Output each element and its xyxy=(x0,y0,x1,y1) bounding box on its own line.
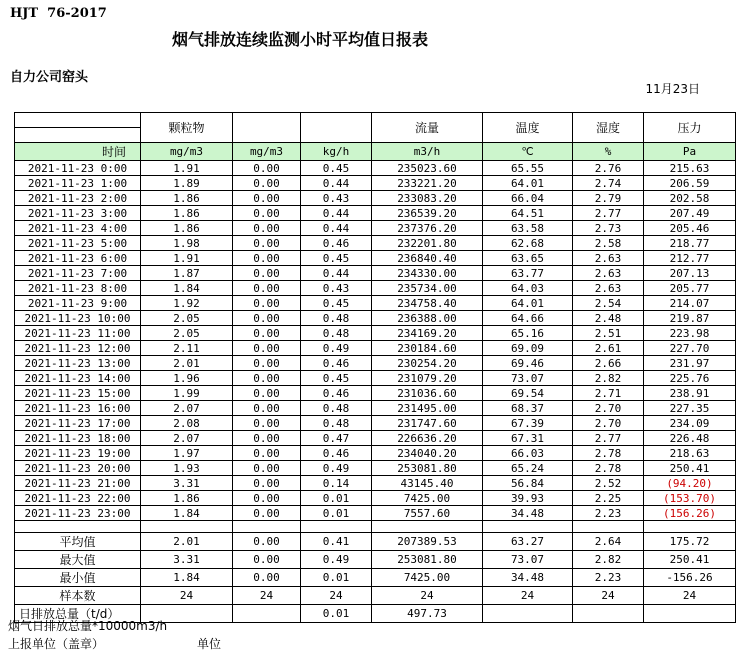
value-cell-flow: 233083.20 xyxy=(372,191,483,206)
table-row xyxy=(15,326,736,341)
value-cell-mgm3: 0.00 xyxy=(233,476,301,491)
table-row xyxy=(15,401,736,416)
value-cell-particulate-mgm3: 1.99 xyxy=(141,386,233,401)
value-cell-humidity: 2.70 xyxy=(573,401,644,416)
value-cell-temperature: 39.93 xyxy=(483,491,573,506)
value-cell-humidity: 2.51 xyxy=(573,326,644,341)
time-cell: 2021-11-23 0:00 xyxy=(15,161,141,176)
time-cell: 2021-11-23 11:00 xyxy=(15,326,141,341)
value-cell-kgh: 0.46 xyxy=(301,236,372,251)
value-cell-flow: 7557.60 xyxy=(372,506,483,521)
value-cell-humidity: 2.77 xyxy=(573,206,644,221)
value-cell-humidity: 2.66 xyxy=(573,356,644,371)
value-cell-flow: 235734.00 xyxy=(372,281,483,296)
summary-value: 1.84 xyxy=(141,569,233,587)
value-cell-humidity: 2.77 xyxy=(573,431,644,446)
time-cell: 2021-11-23 14:00 xyxy=(15,371,141,386)
value-cell-pressure: 202.58 xyxy=(644,191,736,206)
time-cell: 2021-11-23 17:00 xyxy=(15,416,141,431)
time-cell: 2021-11-23 8:00 xyxy=(15,281,141,296)
col-header-particulate: 颗粒物 xyxy=(141,113,233,143)
value-cell-kgh: 0.44 xyxy=(301,221,372,236)
value-cell-humidity: 2.78 xyxy=(573,446,644,461)
value-cell-mgm3: 0.00 xyxy=(233,251,301,266)
value-cell-humidity: 2.70 xyxy=(573,416,644,431)
spacer-cell xyxy=(644,521,736,533)
summary-value: 24 xyxy=(233,587,301,605)
summary-value: 175.72 xyxy=(644,533,736,551)
value-cell-kgh: 0.45 xyxy=(301,296,372,311)
value-cell-kgh: 0.47 xyxy=(301,431,372,446)
table-row xyxy=(15,176,736,191)
value-cell-pressure: (153.70) xyxy=(644,491,736,506)
value-cell-temperature: 73.07 xyxy=(483,371,573,386)
value-cell-pressure: 214.07 xyxy=(644,296,736,311)
value-cell-particulate-mgm3: 1.93 xyxy=(141,461,233,476)
value-cell-humidity: 2.63 xyxy=(573,251,644,266)
value-cell-humidity: 2.63 xyxy=(573,266,644,281)
summary-value: 24 xyxy=(372,587,483,605)
value-cell-mgm3: 0.00 xyxy=(233,176,301,191)
value-cell-mgm3: 0.00 xyxy=(233,326,301,341)
value-cell-temperature: 69.54 xyxy=(483,386,573,401)
value-cell-pressure: 212.77 xyxy=(644,251,736,266)
value-cell-mgm3: 0.00 xyxy=(233,296,301,311)
reporting-unit-label: 上报单位（盖章） xyxy=(8,637,105,651)
spacer-cell xyxy=(372,521,483,533)
value-cell-flow: 234040.20 xyxy=(372,446,483,461)
value-cell-particulate-mgm3: 1.91 xyxy=(141,251,233,266)
summary-value: 497.73 xyxy=(372,605,483,623)
time-cell: 2021-11-23 10:00 xyxy=(15,311,141,326)
value-cell-mgm3: 0.00 xyxy=(233,506,301,521)
summary-row xyxy=(15,587,736,605)
spacer-cell xyxy=(483,521,573,533)
summary-value: 3.31 xyxy=(141,551,233,569)
table-row xyxy=(15,371,736,386)
summary-value: 0.01 xyxy=(301,569,372,587)
summary-value: 2.01 xyxy=(141,533,233,551)
time-cell: 2021-11-23 4:00 xyxy=(15,221,141,236)
value-cell-temperature: 67.39 xyxy=(483,416,573,431)
table-row xyxy=(15,161,736,176)
spacer-cell xyxy=(573,521,644,533)
value-cell-pressure: 218.77 xyxy=(644,236,736,251)
summary-value: 24 xyxy=(301,587,372,605)
spacer-cell xyxy=(15,521,141,533)
time-cell: 2021-11-23 21:00 xyxy=(15,476,141,491)
summary-row xyxy=(15,551,736,569)
summary-value: -156.26 xyxy=(644,569,736,587)
unit-cell: % xyxy=(573,143,644,161)
unit-cell: ℃ xyxy=(483,143,573,161)
value-cell-flow: 234330.00 xyxy=(372,266,483,281)
value-cell-particulate-mgm3: 1.89 xyxy=(141,176,233,191)
table-row xyxy=(15,266,736,281)
value-cell-flow: 253081.80 xyxy=(372,461,483,476)
value-cell-mgm3: 0.00 xyxy=(233,281,301,296)
time-cell: 2021-11-23 23:00 xyxy=(15,506,141,521)
value-cell-flow: 233221.20 xyxy=(372,176,483,191)
value-cell-temperature: 67.31 xyxy=(483,431,573,446)
value-cell-particulate-mgm3: 2.11 xyxy=(141,341,233,356)
summary-value: 2.82 xyxy=(573,551,644,569)
time-cell: 2021-11-23 13:00 xyxy=(15,356,141,371)
summary-value: 0.00 xyxy=(233,533,301,551)
col-header-empty-2 xyxy=(301,113,372,143)
summary-row xyxy=(15,569,736,587)
value-cell-temperature: 63.77 xyxy=(483,266,573,281)
value-cell-particulate-mgm3: 1.86 xyxy=(141,206,233,221)
value-cell-flow: 232201.80 xyxy=(372,236,483,251)
value-cell-flow: 231079.20 xyxy=(372,371,483,386)
corner-divider xyxy=(15,113,140,128)
value-cell-humidity: 2.78 xyxy=(573,461,644,476)
value-cell-flow: 237376.20 xyxy=(372,221,483,236)
summary-row xyxy=(15,533,736,551)
value-cell-kgh: 0.43 xyxy=(301,281,372,296)
summary-value: 250.41 xyxy=(644,551,736,569)
table-row xyxy=(15,431,736,446)
value-cell-humidity: 2.63 xyxy=(573,281,644,296)
table-row xyxy=(15,221,736,236)
value-cell-flow: 236388.00 xyxy=(372,311,483,326)
value-cell-temperature: 64.66 xyxy=(483,311,573,326)
table-row xyxy=(15,341,736,356)
value-cell-particulate-mgm3: 1.98 xyxy=(141,236,233,251)
value-cell-flow: 236840.40 xyxy=(372,251,483,266)
value-cell-pressure: 215.63 xyxy=(644,161,736,176)
summary-value xyxy=(644,605,736,623)
time-cell: 2021-11-23 18:00 xyxy=(15,431,141,446)
value-cell-particulate-mgm3: 1.91 xyxy=(141,161,233,176)
summary-value: 7425.00 xyxy=(372,569,483,587)
value-cell-flow: 230184.60 xyxy=(372,341,483,356)
value-cell-particulate-mgm3: 1.86 xyxy=(141,221,233,236)
summary-label: 日排放总量（t/d） xyxy=(15,605,141,623)
value-cell-flow: 235023.60 xyxy=(372,161,483,176)
value-cell-pressure: 207.13 xyxy=(644,266,736,281)
station-name: 自力公司窑头 xyxy=(10,70,89,85)
summary-value: 24 xyxy=(483,587,573,605)
value-cell-mgm3: 0.00 xyxy=(233,356,301,371)
value-cell-mgm3: 0.00 xyxy=(233,341,301,356)
value-cell-particulate-mgm3: 3.31 xyxy=(141,476,233,491)
summary-value: 2.64 xyxy=(573,533,644,551)
value-cell-pressure: 207.49 xyxy=(644,206,736,221)
time-cell: 2021-11-23 20:00 xyxy=(15,461,141,476)
value-cell-humidity: 2.52 xyxy=(573,476,644,491)
value-cell-humidity: 2.23 xyxy=(573,506,644,521)
value-cell-mgm3: 0.00 xyxy=(233,311,301,326)
time-cell: 2021-11-23 9:00 xyxy=(15,296,141,311)
unit-cell: mg/m3 xyxy=(141,143,233,161)
value-cell-temperature: 69.09 xyxy=(483,341,573,356)
value-cell-particulate-mgm3: 2.07 xyxy=(141,431,233,446)
unit-cell: mg/m3 xyxy=(233,143,301,161)
table-row xyxy=(15,296,736,311)
value-cell-particulate-mgm3: 1.86 xyxy=(141,491,233,506)
value-cell-particulate-mgm3: 1.96 xyxy=(141,371,233,386)
value-cell-pressure: 206.59 xyxy=(644,176,736,191)
report-date: 11月23日 xyxy=(645,82,700,96)
value-cell-pressure: 250.41 xyxy=(644,461,736,476)
table-row xyxy=(15,476,736,491)
value-cell-kgh: 0.43 xyxy=(301,191,372,206)
value-cell-humidity: 2.25 xyxy=(573,491,644,506)
value-cell-kgh: 0.48 xyxy=(301,326,372,341)
value-cell-flow: 231747.60 xyxy=(372,416,483,431)
unit-cell: kg/h xyxy=(301,143,372,161)
data-rows xyxy=(15,161,736,521)
table-row xyxy=(15,491,736,506)
time-cell: 2021-11-23 22:00 xyxy=(15,491,141,506)
spacer-cell xyxy=(301,521,372,533)
value-cell-flow: 226636.20 xyxy=(372,431,483,446)
table-row xyxy=(15,236,736,251)
value-cell-mgm3: 0.00 xyxy=(233,461,301,476)
group-header-row xyxy=(15,113,736,143)
value-cell-mgm3: 0.00 xyxy=(233,191,301,206)
value-cell-kgh: 0.44 xyxy=(301,176,372,191)
value-cell-particulate-mgm3: 2.05 xyxy=(141,326,233,341)
table-row xyxy=(15,281,736,296)
value-cell-kgh: 0.45 xyxy=(301,161,372,176)
value-cell-particulate-mgm3: 2.07 xyxy=(141,401,233,416)
daily-total-note: 烟气日排放总量*10000m3/h xyxy=(8,619,168,633)
time-cell: 2021-11-23 7:00 xyxy=(15,266,141,281)
spacer-cell xyxy=(141,521,233,533)
value-cell-temperature: 63.58 xyxy=(483,221,573,236)
value-cell-mgm3: 0.00 xyxy=(233,221,301,236)
value-cell-mgm3: 0.00 xyxy=(233,446,301,461)
summary-value xyxy=(573,605,644,623)
value-cell-kgh: 0.14 xyxy=(301,476,372,491)
summary-value: 34.48 xyxy=(483,569,573,587)
value-cell-pressure: (156.26) xyxy=(644,506,736,521)
summary-value: 24 xyxy=(573,587,644,605)
summary-value xyxy=(233,605,301,623)
value-cell-temperature: 68.37 xyxy=(483,401,573,416)
value-cell-temperature: 64.03 xyxy=(483,281,573,296)
summary-label: 平均值 xyxy=(15,533,141,551)
value-cell-flow: 234169.20 xyxy=(372,326,483,341)
value-cell-mgm3: 0.00 xyxy=(233,161,301,176)
summary-value xyxy=(483,605,573,623)
value-cell-humidity: 2.79 xyxy=(573,191,644,206)
value-cell-kgh: 0.46 xyxy=(301,386,372,401)
value-cell-pressure: (94.20) xyxy=(644,476,736,491)
value-cell-mgm3: 0.00 xyxy=(233,266,301,281)
value-cell-temperature: 34.48 xyxy=(483,506,573,521)
value-cell-mgm3: 0.00 xyxy=(233,236,301,251)
value-cell-pressure: 218.63 xyxy=(644,446,736,461)
value-cell-particulate-mgm3: 1.87 xyxy=(141,266,233,281)
value-cell-flow: 230254.20 xyxy=(372,356,483,371)
value-cell-kgh: 0.44 xyxy=(301,266,372,281)
value-cell-pressure: 205.77 xyxy=(644,281,736,296)
table-row xyxy=(15,311,736,326)
value-cell-humidity: 2.73 xyxy=(573,221,644,236)
value-cell-flow: 7425.00 xyxy=(372,491,483,506)
summary-value: 24 xyxy=(141,587,233,605)
value-cell-kgh: 0.45 xyxy=(301,251,372,266)
time-cell: 2021-11-23 19:00 xyxy=(15,446,141,461)
value-cell-particulate-mgm3: 2.01 xyxy=(141,356,233,371)
value-cell-kgh: 0.48 xyxy=(301,416,372,431)
summary-value: 24 xyxy=(644,587,736,605)
corner-cell xyxy=(15,113,141,143)
summary-value: 0.49 xyxy=(301,551,372,569)
value-cell-humidity: 2.71 xyxy=(573,386,644,401)
value-cell-humidity: 2.76 xyxy=(573,161,644,176)
value-cell-pressure: 231.97 xyxy=(644,356,736,371)
time-cell: 2021-11-23 3:00 xyxy=(15,206,141,221)
col-header-pressure: 压力 xyxy=(644,113,736,143)
value-cell-particulate-mgm3: 1.97 xyxy=(141,446,233,461)
header-rows xyxy=(15,113,736,161)
value-cell-particulate-mgm3: 1.84 xyxy=(141,281,233,296)
value-cell-humidity: 2.61 xyxy=(573,341,644,356)
summary-value: 73.07 xyxy=(483,551,573,569)
table-row xyxy=(15,386,736,401)
value-cell-temperature: 64.01 xyxy=(483,176,573,191)
value-cell-mgm3: 0.00 xyxy=(233,491,301,506)
value-cell-kgh: 0.45 xyxy=(301,371,372,386)
summary-value: 0.01 xyxy=(301,605,372,623)
value-cell-temperature: 62.68 xyxy=(483,236,573,251)
unit-label: 单位 xyxy=(197,637,222,651)
value-cell-pressure: 238.91 xyxy=(644,386,736,401)
table-row xyxy=(15,416,736,431)
value-cell-humidity: 2.58 xyxy=(573,236,644,251)
col-header-empty-1 xyxy=(233,113,301,143)
table-row xyxy=(15,191,736,206)
unit-cell: m3/h xyxy=(372,143,483,161)
value-cell-mgm3: 0.00 xyxy=(233,386,301,401)
value-cell-temperature: 56.84 xyxy=(483,476,573,491)
summary-value: 0.00 xyxy=(233,551,301,569)
summary-value: 0.00 xyxy=(233,569,301,587)
value-cell-temperature: 64.01 xyxy=(483,296,573,311)
value-cell-humidity: 2.74 xyxy=(573,176,644,191)
value-cell-humidity: 2.82 xyxy=(573,371,644,386)
value-cell-temperature: 69.46 xyxy=(483,356,573,371)
value-cell-kgh: 0.46 xyxy=(301,446,372,461)
col-header-temperature: 温度 xyxy=(483,113,573,143)
time-cell: 2021-11-23 2:00 xyxy=(15,191,141,206)
value-cell-pressure: 226.48 xyxy=(644,431,736,446)
table-row xyxy=(15,356,736,371)
spacer-row xyxy=(15,521,736,533)
unit-header-row xyxy=(15,143,736,161)
value-cell-flow: 231495.00 xyxy=(372,401,483,416)
summary-value: 0.41 xyxy=(301,533,372,551)
value-cell-mgm3: 0.00 xyxy=(233,371,301,386)
value-cell-flow: 231036.60 xyxy=(372,386,483,401)
value-cell-mgm3: 0.00 xyxy=(233,431,301,446)
time-cell: 2021-11-23 5:00 xyxy=(15,236,141,251)
value-cell-humidity: 2.54 xyxy=(573,296,644,311)
value-cell-flow: 234758.40 xyxy=(372,296,483,311)
value-cell-particulate-mgm3: 1.86 xyxy=(141,191,233,206)
value-cell-kgh: 0.48 xyxy=(301,311,372,326)
summary-label: 最小值 xyxy=(15,569,141,587)
summary-rows xyxy=(15,533,736,623)
value-cell-pressure: 227.70 xyxy=(644,341,736,356)
page-title: 烟气排放连续监测小时平均值日报表 xyxy=(171,30,428,49)
value-cell-temperature: 66.04 xyxy=(483,191,573,206)
value-cell-particulate-mgm3: 2.08 xyxy=(141,416,233,431)
value-cell-pressure: 219.87 xyxy=(644,311,736,326)
summary-label: 样本数 xyxy=(15,587,141,605)
unit-cell: Pa xyxy=(644,143,736,161)
time-column-header: 时间 xyxy=(15,143,141,161)
report-table xyxy=(14,112,736,623)
value-cell-kgh: 0.48 xyxy=(301,401,372,416)
value-cell-kgh: 0.01 xyxy=(301,506,372,521)
value-cell-pressure: 227.35 xyxy=(644,401,736,416)
value-cell-temperature: 66.03 xyxy=(483,446,573,461)
summary-value: 253081.80 xyxy=(372,551,483,569)
table-row xyxy=(15,446,736,461)
value-cell-temperature: 63.65 xyxy=(483,251,573,266)
table-row xyxy=(15,461,736,476)
summary-value: 207389.53 xyxy=(372,533,483,551)
time-cell: 2021-11-23 12:00 xyxy=(15,341,141,356)
value-cell-kgh: 0.49 xyxy=(301,341,372,356)
table-row xyxy=(15,206,736,221)
summary-value: 2.23 xyxy=(573,569,644,587)
value-cell-flow: 43145.40 xyxy=(372,476,483,491)
value-cell-particulate-mgm3: 2.05 xyxy=(141,311,233,326)
col-header-flow: 流量 xyxy=(372,113,483,143)
summary-value: 63.27 xyxy=(483,533,573,551)
spacer-section xyxy=(15,521,736,533)
value-cell-temperature: 65.55 xyxy=(483,161,573,176)
value-cell-mgm3: 0.00 xyxy=(233,206,301,221)
value-cell-temperature: 65.24 xyxy=(483,461,573,476)
value-cell-pressure: 234.09 xyxy=(644,416,736,431)
value-cell-particulate-mgm3: 1.92 xyxy=(141,296,233,311)
time-cell: 2021-11-23 1:00 xyxy=(15,176,141,191)
table-row xyxy=(15,506,736,521)
value-cell-mgm3: 0.00 xyxy=(233,401,301,416)
value-cell-flow: 236539.20 xyxy=(372,206,483,221)
value-cell-kgh: 0.49 xyxy=(301,461,372,476)
time-cell: 2021-11-23 15:00 xyxy=(15,386,141,401)
value-cell-particulate-mgm3: 1.84 xyxy=(141,506,233,521)
value-cell-mgm3: 0.00 xyxy=(233,416,301,431)
value-cell-kgh: 0.46 xyxy=(301,356,372,371)
value-cell-temperature: 65.16 xyxy=(483,326,573,341)
value-cell-kgh: 0.44 xyxy=(301,206,372,221)
value-cell-pressure: 205.46 xyxy=(644,221,736,236)
value-cell-pressure: 223.98 xyxy=(644,326,736,341)
table-row xyxy=(15,251,736,266)
spacer-cell xyxy=(233,521,301,533)
standard-number: HJT 76-2017 xyxy=(10,6,107,21)
summary-label: 最大值 xyxy=(15,551,141,569)
value-cell-temperature: 64.51 xyxy=(483,206,573,221)
value-cell-pressure: 225.76 xyxy=(644,371,736,386)
value-cell-humidity: 2.48 xyxy=(573,311,644,326)
value-cell-kgh: 0.01 xyxy=(301,491,372,506)
col-header-humidity: 湿度 xyxy=(573,113,644,143)
time-cell: 2021-11-23 16:00 xyxy=(15,401,141,416)
time-cell: 2021-11-23 6:00 xyxy=(15,251,141,266)
